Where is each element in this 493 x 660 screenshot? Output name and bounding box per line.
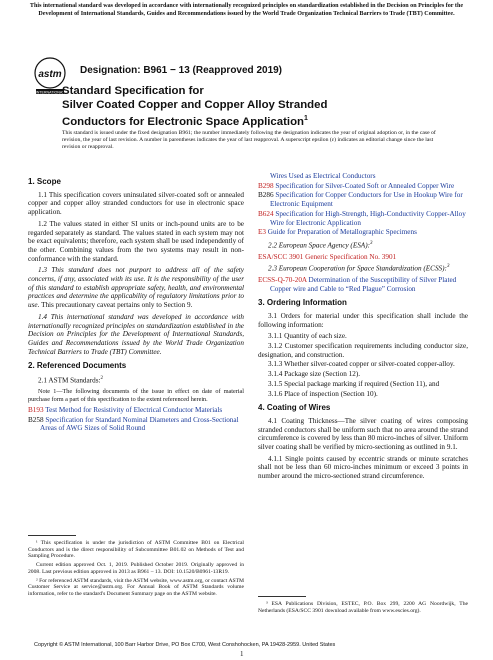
svg-text:astm: astm bbox=[38, 69, 62, 80]
page-number: 1 bbox=[240, 650, 244, 658]
ref-b258-continued: Wires Used as Electrical Conductors bbox=[270, 172, 376, 180]
standard-intro: This standard is issued under the fixed designation B961; the number immediately following the designation indicates the year of original adoption or, in the case of revision, the year of last revision. A number in parentheses indicates the year of last reapproval. A superscript epsilon (ε) indicates an editorial change since the last revision or reapproval. bbox=[62, 130, 436, 150]
para-4-1: 4.1 Coating Thickness—The silver coating of wires composing stranded conductors shall be uniform such that no area around the strand circumference is covered by less than 80 micro-inches of silver. Uniform silver coating shall be verified by micro-sectioning as outlined in 9.1. bbox=[258, 416, 468, 452]
item-3-1-4: 3.1.4 Package size (Section 12). bbox=[268, 370, 361, 379]
ref-ecss[interactable]: ECSS-Q-70-20A Determination of the Susceptibility of Silver Plated Copper wire and Cable to “Red Plague” Corrosion bbox=[258, 275, 457, 293]
note-1: Note 1—The following documents of the issue in effect on date of material purchase form a part of this specification to the extent referenced herein. bbox=[28, 388, 244, 403]
copyright-footer: Copyright © ASTM International, 100 Barr Harbor Drive, PO Box C700, West Conshohocken, PA 19428-2959. United States bbox=[34, 642, 336, 648]
footnote-rule-left bbox=[28, 535, 76, 536]
item-3-1-5: 3.1.5 Special package marking if required (Section 11), and bbox=[268, 379, 440, 388]
section-refs-heading: 2. Referenced Documents bbox=[28, 361, 127, 371]
para-1-1: 1.1 This specification covers uninsulated silver-coated soft or annealed copper and copper alloy stranded conductors for use in electronic space application. bbox=[28, 190, 244, 217]
para-3-1: 3.1 Orders for material under this specification shall include the following information: bbox=[258, 311, 468, 329]
footnote-2: ² For referenced ASTM standards, visit the ASTM website, www.astm.org, or contact ASTM Customer Service at service@astm.org. For Annual Book of ASTM Standards volume information, refer to the standard's Document Summary page on the ASTM website. bbox=[28, 577, 244, 597]
para-1-2: 1.2 The values stated in either SI units or inch-pound units are to be regarded separately as standard. The values stated in each system may not be exact equivalents; therefore, each system shall be used independently of the other. Combining values from the two systems may result in non-conformance with the standard. bbox=[28, 219, 244, 263]
item-3-1-3: 3.1.3 Whether silver-coated copper or silver-coated copper-alloy. bbox=[268, 360, 455, 369]
para-2-3: 2.3 European Cooperation for Space Standardization (ECSS):$^3$ bbox=[268, 263, 450, 273]
para-2-1: 2.1 ASTM Standards:$^2$ bbox=[38, 376, 103, 385]
ref-b286[interactable]: B286 Specification for Copper Conductors for Use in Hookup Wire for Electronic Equipment bbox=[258, 191, 463, 209]
para-4-1-1: 4.1.1 Single points caused by eccentric strands or minute scratches shall not be less than 60 micro-inches minimum or exceed 3 points in number around the micro-sectioned strand circumference. bbox=[258, 454, 468, 481]
section-scope-heading: 1. Scope bbox=[28, 177, 61, 186]
ref-b298[interactable]: B298 Specification for Silver-Coated Soft or Annealed Copper Wire bbox=[258, 181, 455, 190]
footnote-3: ³ ESA Publications Division, ESTEC, P.O. Box 299, 2200 AG Noordwijk, The Netherlands (ESA/SCC 3901 download available from www.escies.org). bbox=[258, 601, 468, 614]
section-coating-heading: 4. Coating of Wires bbox=[258, 403, 331, 413]
item-3-1-1: 3.1.1 Quantity of each size. bbox=[268, 332, 347, 341]
item-3-1-2: 3.1.2 Customer specification requirements including conductor size, designation, and construction. bbox=[258, 342, 468, 359]
ref-esa-scc-3901[interactable]: ESA/SCC 3901 Generic Specification No. 3901 bbox=[258, 253, 397, 262]
designation: Designation: B961 − 13 (Reapproved 2019) bbox=[80, 65, 283, 76]
item-3-1-6: 3.1.6 Place of inspection (Section 10). bbox=[268, 389, 378, 398]
left-column bbox=[28, 172, 244, 434]
para-1-3: 1.3 This standard does not purport to address all of the safety concerns, if any, associated with its use. It is the responsibility of the user of this standard to establish appropriate safety, health, and environmental practices and determine the applicability of regulatory limitations prior to use. This precautionary caveat pertains only to Section 9. bbox=[28, 266, 244, 310]
left-footnotes bbox=[28, 540, 244, 600]
right-footnotes bbox=[258, 601, 468, 616]
ref-b624[interactable]: B624 Specification for High-Strength, High-Conductivity Copper-Alloy Wire for Electronic Application bbox=[258, 209, 466, 227]
svg-text:INTERNATIONAL: INTERNATIONAL bbox=[35, 90, 65, 95]
footnote-1b: Current edition approved Oct. 1, 2019. Published October 2019. Originally approved in 2008. Last previous edition approved in 2013 as B961 – 13. DOI: 10.1520/B0961-13R19. bbox=[28, 562, 244, 575]
para-2-2: 2.2 European Space Agency (ESA):$^3$ bbox=[268, 240, 373, 250]
ref-b193[interactable]: B193 Test Method for Resistivity of Electrical Conductor Materials bbox=[28, 405, 223, 414]
para-1-4: 1.4 This international standard was developed in accordance with internationally recognized principles on standardization established in the Decision on Principles for the Development of International Standards, Guides and Recommendations issued by the World Trade Organization Technical Barriers to Trade (TBT) Committee. bbox=[28, 312, 244, 356]
footnote-1: ¹ This specification is under the jurisdiction of ASTM Committee B01 on Electrical Conductors and is the direct responsibility of Subcommittee B01.02 on Methods of Test and Sampling Procedure. bbox=[28, 540, 244, 560]
tbt-banner: This international standard was developed in accordance with internationally recognized principles on standardization established in the Decision on Principles for the Development of International Standards, Guides and Recommendations issued by the World Trade Organization Technical Barriers to Trade (TBT) Committee. bbox=[29, 3, 464, 17]
ref-b258[interactable]: B258 Specification for Standard Nominal Diameters and Cross-Sectional Areas of AWG Sizes of Solid Round bbox=[28, 415, 239, 433]
ref-e3[interactable]: E3 Guide for Preparation of Metallographic Specimens bbox=[258, 228, 417, 237]
section-order-heading: 3. Ordering Information bbox=[258, 298, 347, 308]
document-title: Standard Specification for Silver Coated Copper and Copper Alloy Stranded Conductors for Electronic Space Application$^1$ bbox=[62, 85, 328, 128]
footnote-rule-right bbox=[258, 596, 306, 597]
right-column bbox=[258, 172, 468, 484]
